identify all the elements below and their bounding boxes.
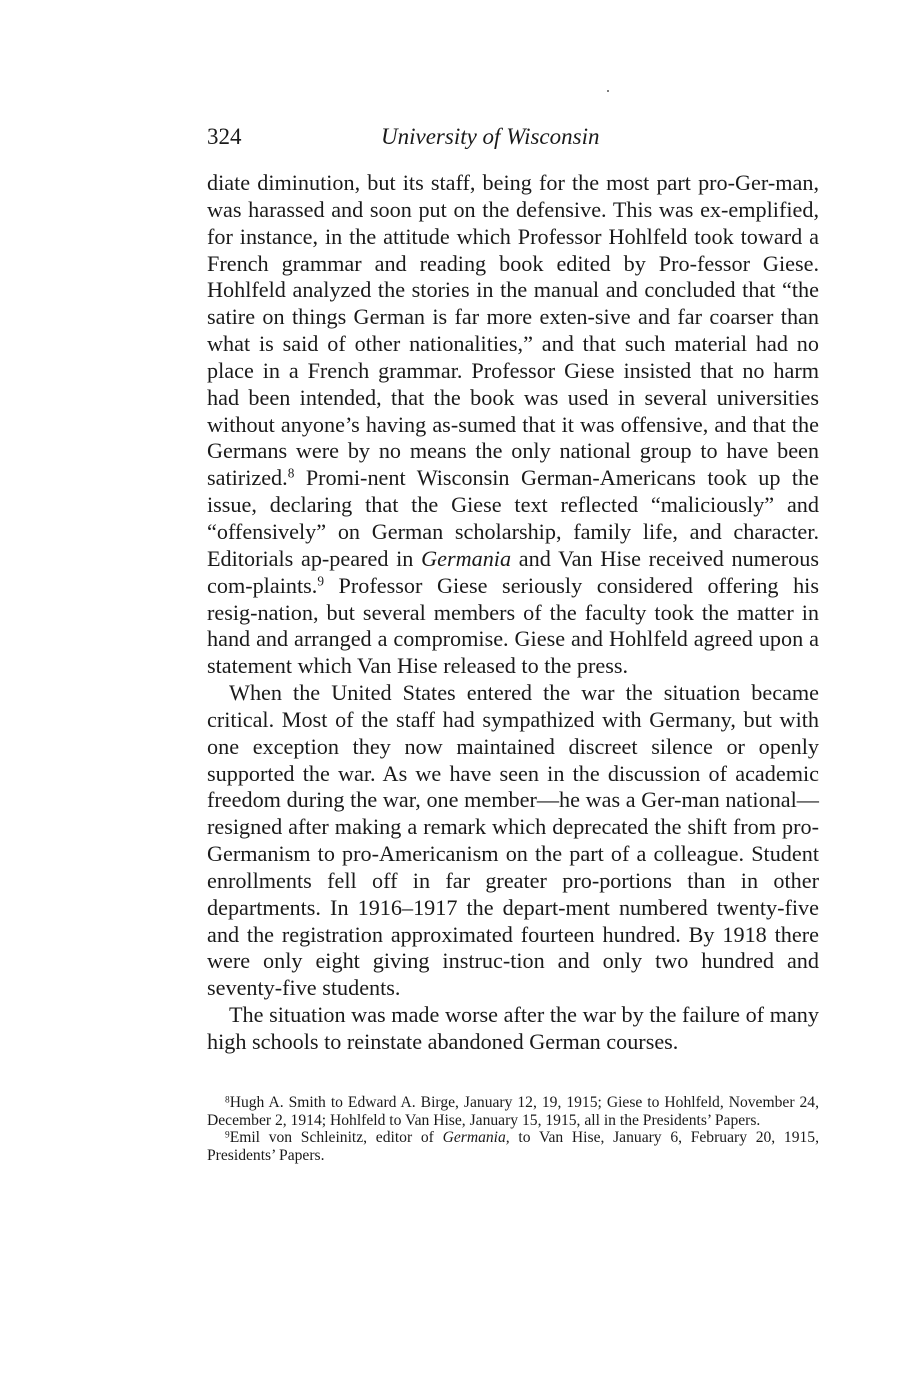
page-number: 324 <box>207 124 242 149</box>
paragraph-1-text-b: Promi-nent Wisconsin German-Americans took up the issue, declaring that the Giese text reflected “maliciously” and “offensively” on German scholarship, family life, and character. Editorials ap-peared in <box>207 465 819 571</box>
footnote-9-journal-title: Germania, <box>442 1129 510 1146</box>
running-head <box>207 124 819 158</box>
paragraph-1-text-c: and Van Hise received numerous com-plaints. <box>207 545 819 598</box>
footnote-9-mark: 9 <box>225 1130 230 1141</box>
paragraph-2: When the United States entered the war the situation became critical. Most of the staff had sympathized with Germany, but with one exception they now maintained discreet silence or openly supported the war. As we have seen in the discussion of academic freedom during the war, one member—he was a Ger-man national—resigned after making a remark which deprecated the shift from pro-Germanism to pro-Americanism on the part of a colleague. Student enrollments fell off in far greater pro-portions than in other departments. In 1916–1917 the depart-ment numbered twenty-five and the registration approximated fourteen hundred. By 1918 there were only eight giving instruc-tion and only two hundred and seventy-five students. <box>207 680 819 1001</box>
paragraph-1-text-a: diate diminution, but its staff, being for the most part pro-Ger-man, was harassed and soon put on the defensive. This was ex-emplified, for instance, in the attitude which Professor Hohlfeld took toward a French grammar and reading book edited by Pro-fessor Giese. Hohlfeld analyzed the stories in the manual and concluded that “the satire on things German is far more exten-sive and far coarser than what is said of other nationalities,” and that such material had no place in a French grammar. Professor Giese insisted that no harm had been intended, that the book was used in several universities without anyone’s having as-sumed that it was offensive, and that the Germans were by no means the only national group to have been satirized. <box>207 170 819 491</box>
scan-speck <box>607 90 609 92</box>
footnote-ref-8: 8 <box>287 465 295 481</box>
body-text <box>207 170 819 1056</box>
footnote-8 <box>207 1094 819 1129</box>
footnote-9-text-a: Emil von Schleinitz, editor of <box>229 1129 443 1146</box>
journal-title-germania: Germania <box>421 545 512 571</box>
footnote-8-text: Hugh A. Smith to Edward A. Birge, January 12, 19, 1915; Giese to Hohlfeld, November 24, December 2, 1914; Hohlfeld to Van Hise, January 15, 1915, all in the Presidents’ Papers. <box>207 1094 819 1129</box>
paragraph-1 <box>207 170 819 680</box>
footnotes <box>207 1094 819 1164</box>
footnote-ref-9: 9 <box>317 573 324 589</box>
paragraph-3: The situation was made worse after the war by the failure of many high schools to reinstate abandoned German courses. <box>207 1002 819 1054</box>
footnote-8-mark: 8 <box>225 1095 230 1106</box>
paragraph-1-text-d: Professor Giese seriously considered offering his resig-nation, but several members of the faculty took the matter in hand and arranged a compromise. Giese and Hohlfeld agreed upon a statement which Van Hise released to the press. <box>207 572 819 679</box>
footnote-9-text-b: to Van Hise, January 6, February 20, 1915, Presidents’ Papers. <box>207 1129 820 1164</box>
running-title: University of Wisconsin <box>381 124 600 149</box>
footnote-9 <box>207 1129 819 1164</box>
